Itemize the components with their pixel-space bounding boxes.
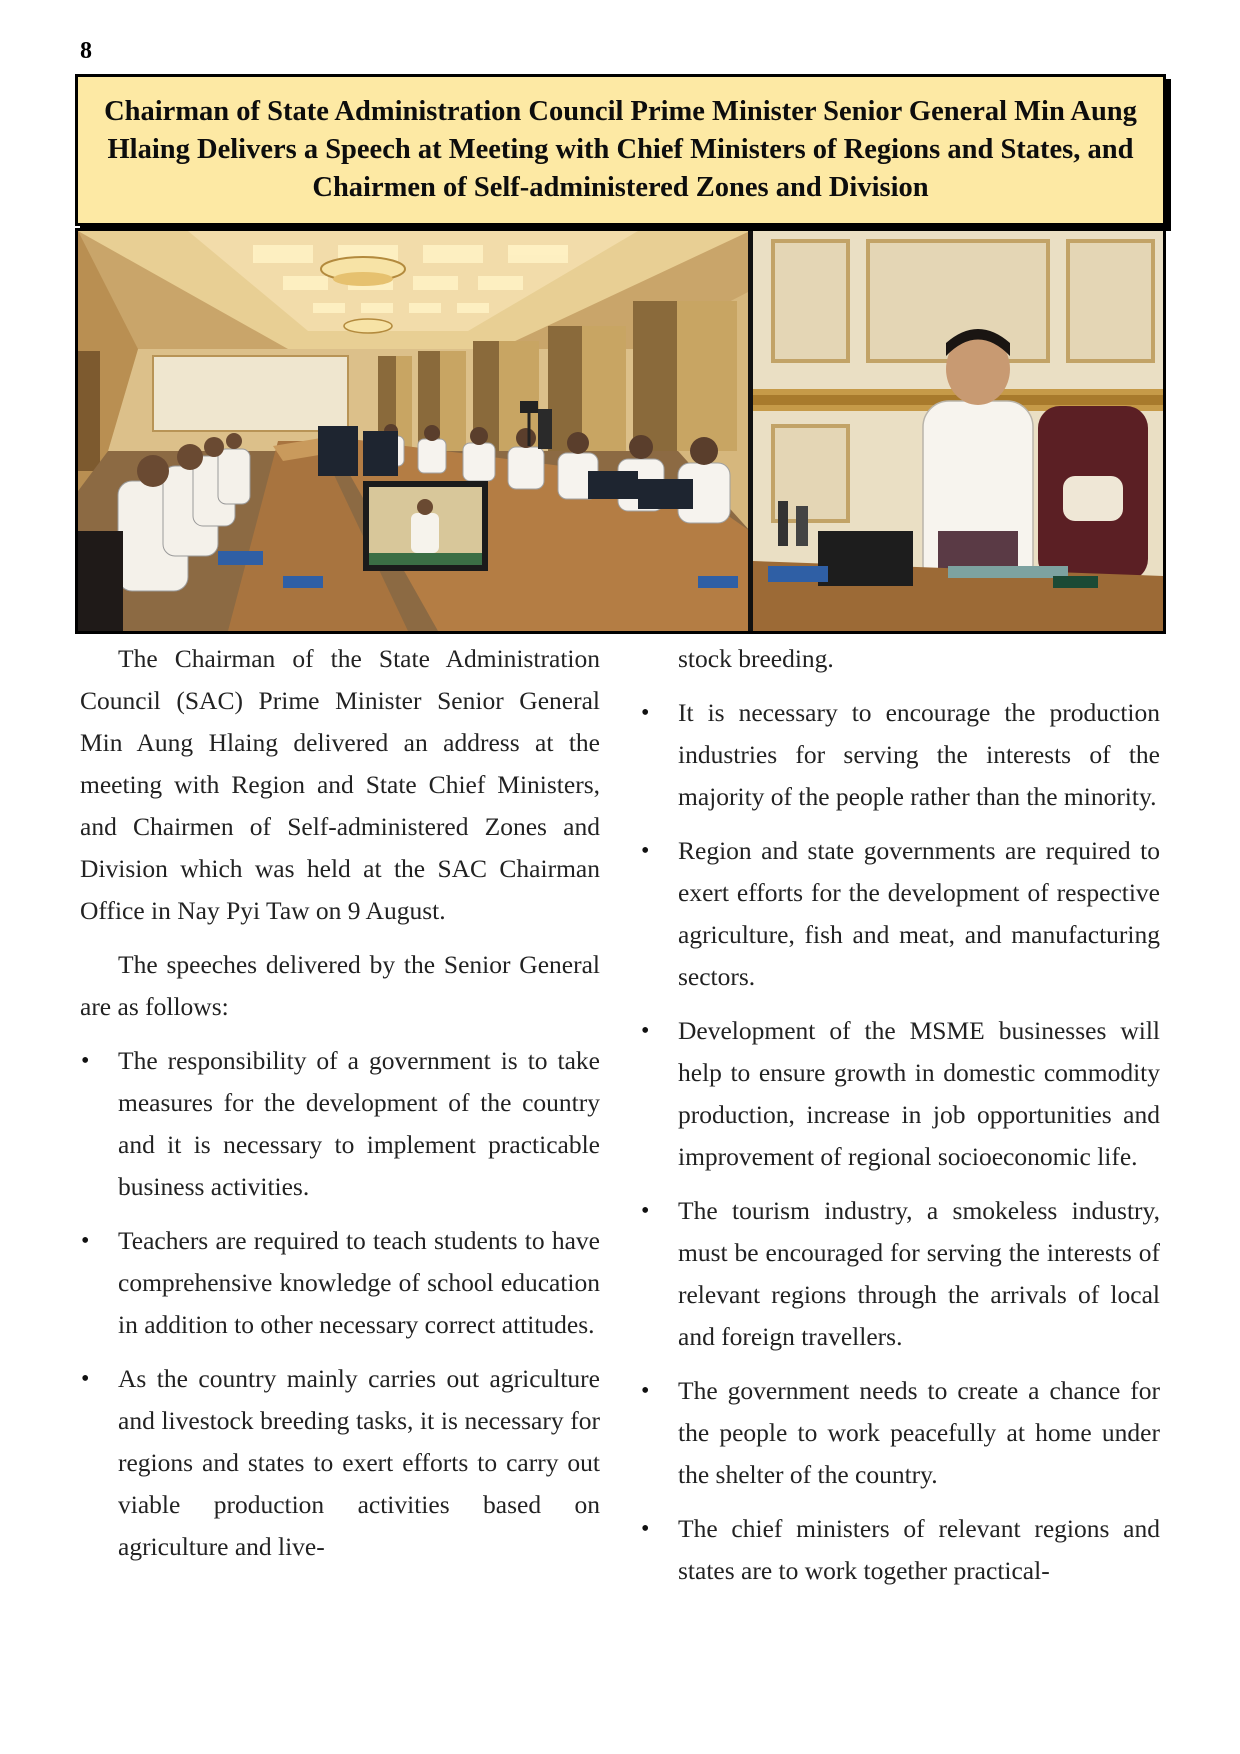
article-title: Chairman of State Administration Council Prime Minister Senior General Min Aung Hlaing Delivers a Speech at Meeting with Chief Ministers of Regions and States, and Chairmen of Self-administered Zones and Division [104,96,1137,203]
page-number: 8 [80,38,92,64]
speaker-photo [753,231,1163,631]
speech-points-list [80,1040,600,1568]
list-item: • Region and state governments are required to exert efforts for the development of respective agriculture, fish and meat, and manufacturing sectors. [640,830,1160,998]
list-item: • The tourism industry, a smokeless industry, must be encouraged for serving the interests of relevant regions through the arrivals of local and foreign travellers. [640,1190,1160,1358]
list-item: • Teachers are required to teach students to have comprehensive knowledge of school education in addition to other necessary correct attitudes. [80,1220,600,1346]
list-item: • As the country mainly carries out agriculture and livestock breeding tasks, it is necessary for regions and states to exert efforts to carry out viable production activities based on agriculture and live- [80,1358,600,1568]
list-item: • The chief ministers of relevant regions and states are to work together practical- [640,1508,1160,1592]
meeting-hall-photo [78,231,750,631]
left-column [80,638,600,1580]
list-item: • Development of the MSME businesses will help to ensure growth in domestic commodity production, increase in job opportunities and improvement of regional socioeconomic life. [640,1010,1160,1178]
list-item: • The responsibility of a government is to take measures for the development of the country and it is necessary to implement practicable business activities. [80,1040,600,1208]
intro-paragraph: The Chairman of the State Administration Council (SAC) Prime Minister Senior General Min Aung Hlaing delivered an address at the meeting with Region and State Chief Ministers, and Chairmen of Self-administered Zones and Division which was held at the SAC Chairman Office in Nay Pyi Taw on 9 August. [80,644,600,925]
list-item: • It is necessary to encourage the production industries for serving the interests of the majority of the people rather than the minority. [640,692,1160,818]
list-item: • The government needs to create a chance for the people to work peacefully at home under the shelter of the country. [640,1370,1160,1496]
intro-paragraph: The speeches delivered by the Senior General are as follows: [80,950,600,1021]
continued-text: stock breeding. [678,644,834,673]
photo-strip [75,228,1166,634]
speech-points-list [640,692,1160,1592]
right-column [640,638,1160,1604]
title-box [75,74,1166,226]
